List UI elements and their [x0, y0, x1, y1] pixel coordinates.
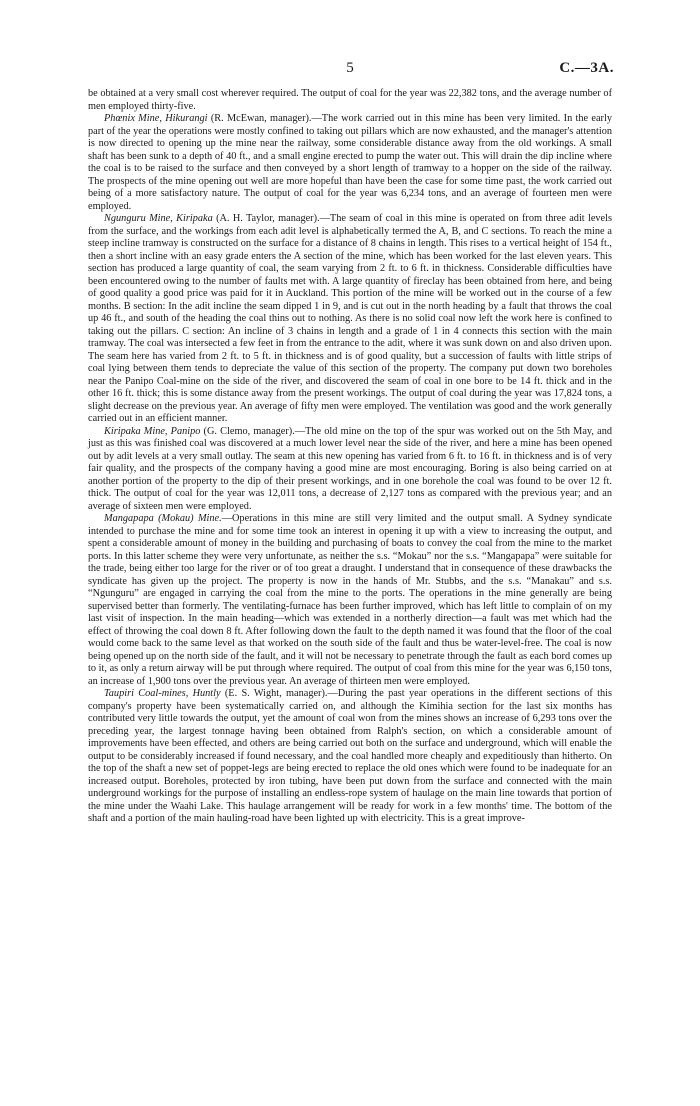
paragraph-lead: Phœnix Mine, Hikurangi	[104, 113, 208, 124]
paragraph-mangapapa-mine	[88, 513, 612, 688]
paragraph-lead: Mangapapa (Mokau) Mine.	[104, 513, 222, 524]
page-number: 5	[346, 60, 354, 76]
paragraph-taupiri-mines	[88, 688, 612, 826]
paragraph-text: —Operations in this mine are still very limited and the output small. A Sydney syndicate intended to purchase the mine and for some time took an interest in opening it up with a view to increasing the output, and spent a considerable amount of money in the building and purchasing of boats to convey the coal from the mine to the market ports. In this latter scheme they were very unfortunate, as neither the s.s. “Mokau” nor the s.s. “Mangapapa” were suitable for the trade, being either too large for the river or of too great a draught. I understand that in consequence of these drawbacks the syndicate has given up the project. The property is now in the hands of Mr. Stubbs, and the s.s. “Manakau” and s.s. “Ngunguru” are engaged in carrying the coal from the mine to the ports. The operations in the mine generally are being supervised better than formerly. The ventilating-furnace has been further improved, which has left little to complain of on my last visit of inspection. In the main heading—which was extended in a northerly direction—a fault was met which had the effect of throwing the coal down 8 ft. After following down the fault to the depth named it was found that the floor of the coal would come back to the same level as that worked on the south side of the fault and thus be water-level-free. The coal is now being opened up on the north side of the fault, and it will not be necessary to penetrate through the fault as each bord comes up to it, as only a return airway will be put through where required. The output of coal from this mine for the year was 6,150 tons, an increase of 1,900 tons over the previous year. An average of thirteen men were employed.	[88, 513, 612, 687]
paragraph-text: (E. S. Wight, manager).—During the past year operations in the different sections of this company's property have been systematically carried on, and although the Kimihia section for the last six months has contributed very little towards the output, yet the amount of coal won from the mines shows an increase of 6,293 tons over the preceding year, the largest tonnage having been obtained from Ralph's section, on which a considerable amount of improvements have been effected, and others are being carried out both on the surface and underground, which will enable the output to be considerably increased if found necessary, and the coal handled more cheaply and expeditiously than hitherto. On the top of the shaft a new set of poppet-legs are being erected to replace the old ones which were found to be inadequate for an increased output. Boreholes, protected by iron tubing, have been put down from the surface and connected with the main underground workings for the purpose of installing an endless-rope system of haulage on the main line towards that portion of the mine under the Waahi Lake. This haulage arrangement will be ready for work in a few months' time. The bottom of the shaft and a portion of the main hauling-road have been lighted up with electricity. This is a great improve-	[88, 688, 612, 824]
paragraph-ngunguru-mine	[88, 213, 612, 426]
paragraph-lead: Kiripaka Mine, Panipo	[104, 425, 201, 437]
paragraph-text: be obtained at a very small cost wherever required. The output of coal for the year was 22,382 tons, and the average number of men employed thirty-five.	[88, 88, 612, 112]
report-body	[88, 88, 612, 826]
paragraph-lead: Taupiri Coal-mines, Huntly	[104, 688, 221, 699]
document-reference: C.—3A.	[559, 60, 614, 76]
paragraph-phoenix-mine	[88, 113, 612, 213]
paragraph-kiripaka-mine	[88, 426, 612, 514]
paragraph-text: (G. Clemo, manager).—The old mine on the top of the spur was worked out on the 5th May, and just as this was finished coal was discovered at a much lower level near the side of the river, and here a mine has been opened out by adit levels at a very small outlay. The seam at this new opening has varied from 6 ft. to 16 ft. in thickness and is of very fair quality, and the prospects of the company having a good mine are most encouraging. Boring is also being carried on at another portion of the property to the dip of their present workings, and in one borehole the coal was found to be over 12 ft. thick. The output of coal for the year was 12,011 tons, a decrease of 2,127 tons as compared with the previous year; and an average of sixteen men were employed.	[88, 425, 612, 512]
paragraph-text: (A. H. Taylor, manager).—The seam of coal in this mine is operated on from three adit levels from the surface, and the workings from each adit level is alphabetically termed the A, B, and C sections. To reach the mine a steep incline tramway is constructed on the surface for a distance of 8 chains in length. This rises to a vertical height of 154 ft., then a short incline with an easy grade enters the A section of the mine, which has been worked for the last eleven years. This section has produced a large quantity of coal, the seam varying from 2 ft. to 6 ft. in thickness. Considerable difficulties have been encountered owing to the number of faults met with. A large quantity of fireclay has been obtained from here, and being of good quality a good price was paid for it in Auckland. This portion of the mine will be worked out in the course of a few months. B section: In the adit incline the seam dipped 1 in 9, and is cut out in the north heading by a fault that throws the coal up 46 ft., and south of the heading the coal thins out to nothing. As there is no solid coal now left the work here is confined to taking out the pillars. C section: An incline of 3 chains in length and a grade of 1 in 4 connects this section with the main tramway. The coal was intersected a few feet in from the entrance to the adit, where it was sunk down on and also driven upon. The seam here has varied from 2 ft. to 5 ft. in thickness and is of good quality, but a succession of faults with little strips of coal lying between them tends to depreciate the value of this section of the property. The company put down two boreholes near the Panipo Coal-mine on the side of the river, and discovered the seam of coal in one bore to be 14 ft. thick and in the other 16 ft. thick; this is some distance away from the present workings. The output of coal during the year was 17,824 tons, a slight decrease on the previous year. An average of fifty men were employed. The ventilation was good and the work generally carried out in an efficient manner.	[88, 213, 612, 424]
paragraph-continuation	[88, 88, 612, 113]
paragraph-lead: Ngunguru Mine, Kiripaka	[104, 213, 213, 224]
paragraph-text: (R. McEwan, manager).—The work carried out in this mine has been very limited. In the early part of the year the operations were mostly confined to taking out pillars which are now exhausted, and the manager's attention is now directed to opening up the mine near the railway, some considerable distance away from the old workings. A small shaft has been sunk to a depth of 40 ft., and a small engine erected to pump the water out. This will drain the dip incline where the coal is to be raised to the surface and then conveyed by a short length of tramway to a hopper on the side of the railway. The prospects of the mine opening out well are more hopeful than have been the case for some time past, the work carried out being of a more satisfactory nature. The output of coal for the year was 6,234 tons, and an average of fourteen men were employed.	[88, 113, 612, 212]
